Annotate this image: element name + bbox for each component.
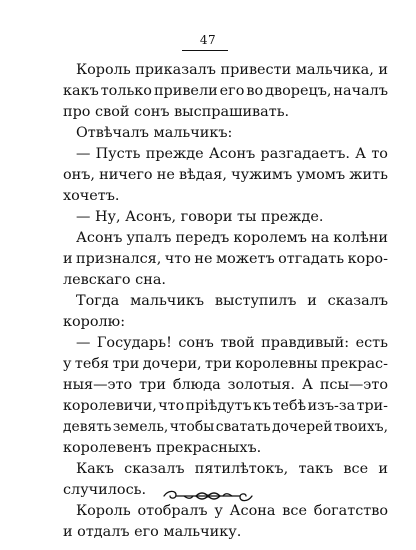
- text-line: [63, 249, 388, 269]
- word: Тогда: [76, 293, 120, 309]
- line-text: про свой сонъ выспрашивать.: [63, 104, 290, 120]
- text-line: [63, 81, 388, 101]
- word: прекрас-: [320, 356, 388, 372]
- word: Король: [76, 503, 131, 519]
- text-line: [63, 312, 125, 332]
- word: есть: [355, 335, 388, 351]
- word: сказалъ: [124, 461, 185, 477]
- word: выступилъ: [214, 293, 297, 309]
- word: чтобы: [169, 419, 215, 435]
- text-line: [76, 60, 388, 80]
- line-text: случилось.: [63, 482, 147, 498]
- word: королемъ: [233, 230, 307, 246]
- line-text: левскаго сна.: [63, 272, 166, 288]
- text-line: [63, 438, 261, 458]
- word: коро-: [347, 251, 388, 267]
- word: дворецъ,: [265, 83, 332, 99]
- word: мальчика,: [295, 62, 374, 78]
- text-line: [76, 333, 388, 353]
- word: А: [355, 146, 367, 162]
- text-line: [76, 228, 388, 248]
- word: королевны: [235, 356, 318, 372]
- word: королевичи,: [63, 398, 157, 414]
- line-text: и отдалъ его мальчику.: [63, 524, 242, 540]
- word: передъ: [175, 230, 230, 246]
- line-text: Отвѣчалъ мальчикъ:: [76, 125, 233, 141]
- word: Асонъ: [76, 230, 123, 246]
- word: у: [214, 503, 223, 519]
- word: Пусть: [95, 146, 141, 162]
- word: Государь!: [96, 335, 172, 351]
- word: жить: [349, 167, 388, 183]
- page-number: 47: [199, 33, 217, 47]
- word: твой: [220, 335, 255, 351]
- word: сказалъ: [327, 293, 388, 309]
- line-text: королю:: [63, 314, 126, 330]
- line-text: королевенъ прекрасныхъ.: [63, 440, 262, 456]
- word: привели: [153, 83, 218, 99]
- word: къ: [253, 398, 272, 414]
- word: ныя—это: [63, 377, 133, 393]
- word: не: [156, 167, 175, 183]
- word: правдивый:: [261, 335, 350, 351]
- word: онъ,: [63, 167, 95, 183]
- word: —: [76, 335, 91, 351]
- word: сонъ: [178, 335, 214, 351]
- text-line: [63, 186, 120, 206]
- word: и: [378, 461, 388, 477]
- word: —: [76, 146, 91, 162]
- word: три: [205, 356, 232, 372]
- word: отобралъ: [137, 503, 208, 519]
- word: А: [301, 377, 313, 393]
- word: прiѣдутъ: [185, 398, 252, 414]
- word: только: [100, 83, 152, 99]
- word: и: [63, 251, 73, 267]
- word: что: [164, 251, 191, 267]
- word: три-: [356, 398, 388, 414]
- word: тебя: [74, 356, 110, 372]
- text-line: [63, 375, 388, 395]
- word: три: [139, 377, 166, 393]
- word: Какъ: [76, 461, 114, 477]
- word: блюда: [172, 377, 221, 393]
- word: какъ: [63, 83, 99, 99]
- word: Асона: [229, 503, 276, 519]
- word: колѣни: [333, 230, 388, 246]
- word: все: [282, 503, 307, 519]
- word: твоихъ,: [334, 419, 388, 435]
- word: можетъ: [215, 251, 275, 267]
- text-line: [76, 123, 232, 143]
- word: дочери,: [142, 356, 202, 372]
- word: богатство: [313, 503, 388, 519]
- word: тебѣ: [272, 398, 307, 414]
- word: началъ: [333, 83, 388, 99]
- word: приказалъ: [135, 62, 216, 78]
- text-line: [76, 291, 388, 311]
- line-text: хочетъ.: [63, 188, 120, 204]
- word: умомъ: [296, 167, 346, 183]
- word: дочерей: [272, 419, 333, 435]
- word: отгадать: [278, 251, 345, 267]
- word: и: [378, 62, 388, 78]
- word: вѣдая,: [179, 167, 227, 183]
- word: сватать: [215, 419, 271, 435]
- word: привести: [220, 62, 292, 78]
- word: Король: [76, 62, 131, 78]
- word: три: [112, 356, 140, 372]
- word: то: [371, 146, 388, 162]
- word: упалъ: [126, 230, 172, 246]
- word: пятилѣтокъ,: [194, 461, 289, 477]
- text-line: [63, 354, 388, 374]
- word: изъ-за: [307, 398, 356, 414]
- word: во: [246, 83, 264, 99]
- text-line: [76, 207, 324, 227]
- text-line: [63, 417, 388, 437]
- word: мальчикъ: [130, 293, 205, 309]
- text-line: [76, 144, 388, 164]
- word: ничего: [99, 167, 153, 183]
- word: земель,: [112, 419, 169, 435]
- word: что: [158, 398, 185, 414]
- text-line: [63, 480, 146, 500]
- word: на: [311, 230, 330, 246]
- word: такъ: [298, 461, 334, 477]
- text-line: [76, 459, 388, 479]
- word: разгадаетъ.: [260, 146, 350, 162]
- text-line: [63, 522, 241, 542]
- line-text: — Ну, Асонъ, говори ты прежде.: [76, 209, 324, 225]
- word: чужимъ: [231, 167, 293, 183]
- header-rule: [182, 50, 228, 51]
- word: и: [307, 293, 317, 309]
- word: у: [63, 356, 72, 372]
- word: признался,: [76, 251, 162, 267]
- tailpiece-ornament-icon: [158, 486, 258, 506]
- word: не: [194, 251, 213, 267]
- word: псы—это: [319, 377, 388, 393]
- word: его: [219, 83, 245, 99]
- word: девять: [63, 419, 112, 435]
- word: Асонъ: [208, 146, 256, 162]
- word: все: [343, 461, 369, 477]
- word: прежде: [145, 146, 204, 162]
- text-line: [63, 270, 166, 290]
- text-line: [63, 165, 388, 185]
- word: золотыя.: [227, 377, 295, 393]
- text-line: [63, 102, 289, 122]
- text-line: [63, 396, 388, 416]
